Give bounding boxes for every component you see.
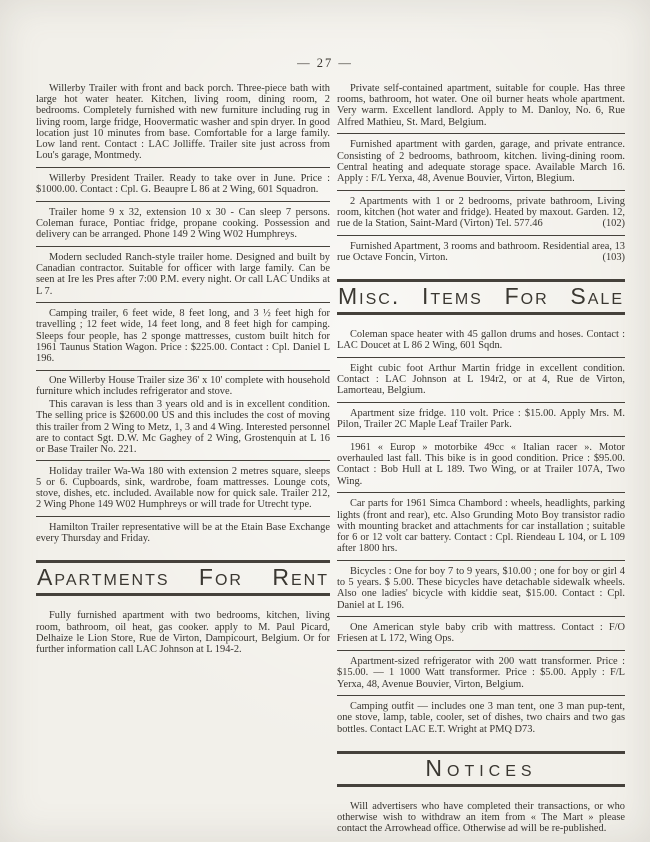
classified-ad-baby-crib: One American style baby crib with mattress. Contact : F/O Friesen at L 172, Wing Ops. <box>337 622 625 645</box>
right-column <box>337 81 625 836</box>
section-heading-label: Misc. Items For Sale <box>338 283 624 310</box>
classified-ad-furnished-apartment-3-rooms <box>337 239 625 265</box>
ad-divider <box>337 436 625 437</box>
classified-ad-willerby-house-trailer <box>36 374 330 456</box>
ad-divider <box>36 516 330 517</box>
classified-ad-europ-motorbike: 1961 « Europ » motorbike 49cc « Italian racer ». Motor overhauled last fall. This bike is in good condition. Price : $95.00. Contact : Bob Hull at L 189. Two Wing, or at Trailer 107A, Two Wing. <box>337 442 625 487</box>
classified-ad-camping-trailer: Camping trailer, 6 feet wide, 8 feet long, and 3 ½ feet high for travelling ; 12 feet wide, 14 feet long, and 8 feet high for camping. Sleeps four people, has 2 sponge mattresses, custom built hitch for 1961 Taunus Station Wagon. Price : $225.00. Contact : Cpl. Daniel L 196. <box>36 308 330 365</box>
ad-divider <box>337 616 625 617</box>
classified-ad-coleman-heater: Coleman space heater with 45 gallon drums and hoses. Contact : LAC Doucet at L 86 2 Wing, 601 Sqdn. <box>337 329 625 352</box>
ad-text: Furnished Apartment, 3 rooms and bathroom. Residential area, 13 rue Octave Foncin, Virton. <box>337 240 625 263</box>
classified-ad-trailer-home: Trailer home 9 x 32, extension 10 x 30 - Can sleep 7 persons. Coleman furace, Pontiac fridge, propane cooking. Possession and delivery can be arranged. Phone 149 2 Wing W02 Humphreys. <box>36 206 330 241</box>
ad-divider <box>337 695 625 696</box>
ad-divider <box>36 460 330 461</box>
ad-text: 2 Apartments with 1 or 2 bedrooms, private bathroom, Living room, kitchen (hot water and fridge). Heated by maxout. Garden. 12, rue de la Station, Saint-Mard (Virton) Tel. 577.46 <box>337 195 625 230</box>
ad-paragraph: One Willerby House Trailer size 36' x 10' complete with household furniture which includes refrigerator and stove. <box>36 374 330 397</box>
classified-ad-bicycles: Bicycles : One for boy 7 to 9 years, $10.00 ; one for boy or girl 4 to 5 years. $ 5.00. These bicycles have detachable sidewalk wheels. Also one ladies' bicycle with kiddie seat, $15.00. Contact : Cpl. Daniel at L 196. <box>337 565 625 611</box>
ad-divider <box>36 370 330 371</box>
ad-divider <box>36 246 330 247</box>
ad-divider <box>36 302 330 303</box>
ad-divider <box>36 201 330 202</box>
ad-divider <box>337 235 625 236</box>
ad-divider <box>337 560 625 561</box>
classified-ad-private-apartment: Private self-contained apartment, suitable for couple. Has three rooms, bathroom, hot water. One oil burner heats whole apartment. Very warm. Excellent landlord. Apply to M. Danloy, No. 6, Rue Alfred Mathieu, St. Mard, Belgium. <box>337 83 625 128</box>
classified-ad-fully-furnished-apartment: Fully furnished apartment with two bedrooms, kitchen, living room, bathroom, oil heat, gas cooker. apply to M. Paul Picard, Delhaize le Lion Store, Rue de Virton, Dampicourt, Belgium. Or for further information call LAC Johnson at L 194-2. <box>36 610 330 656</box>
classified-ad-hamilton-trailer: Hamilton Trailer representative will be at the Etain Base Exchange every Thursday and Friday. <box>36 522 330 545</box>
ad-divider <box>337 190 625 191</box>
ad-divider <box>337 402 625 403</box>
classified-ad-camping-outfit: Camping outfit — includes one 3 man tent, one 3 man pup-tent, one stove, lamp, table, cooler, set of dishes, two chairs and two gas bottles. Contact LAC E.T. Wright at PMQ D73. <box>337 701 625 735</box>
section-heading-apartments-for-rent <box>36 560 330 596</box>
classified-ad-simca-car-parts: Car parts for 1961 Simca Chambord : wheels, headlights, parking lights (front and rear), etc. Also Grunding Moto Boy transistor radio with mounting bracket and attachments for car installation ; suitable for 6 or 12 volt car battery. Contact : Cpl. Riendeau L 104, or L 109 after 1800 hrs. <box>337 498 625 555</box>
section-heading-label: Notices <box>425 754 537 781</box>
section-heading-label: Apartments For Rent <box>37 564 329 591</box>
ad-divider <box>337 357 625 358</box>
section-heading-notices <box>337 751 625 787</box>
classified-ad-2-apartments <box>337 194 625 232</box>
ad-divider <box>36 167 330 168</box>
section-heading-misc-items-for-sale <box>337 279 625 315</box>
classified-ad-apartment-fridge: Apartment size fridge. 110 volt. Price : $15.00. Apply Mrs. M. Pilon, Trailer 2C Maple Leaf Trailer Park. <box>337 408 625 431</box>
classified-ad-furnished-apartment-garden: Furnished apartment with garden, garage, and private entrance. Consisting of 2 bedrooms, bathroom, kitchen. living-dining room. Central heating and adequate storage space. Available March 16. Apply : F/L Yerxa, 48, Avenue Bouvier, Virton, Blegium. <box>337 139 625 184</box>
left-column <box>36 81 330 657</box>
classified-ad-willerby-trailer: Willerby Trailer with front and back porch. Three-piece bath with large hot water heater. Kitchen, living room, dining room, 2 bedrooms. Completely furnished with new furniture including rug in living room, large fridge, Hoovermatic washer and spin dryer. In good location just 10 minutes from base. Comfortable for a large family. Low land rent. Contact : LAC Jolliffe. Trailer site just across from Lou's garage, Montmedy. <box>36 83 330 162</box>
classified-ad-holiday-trailer: Holiday trailer Wa-Wa 180 with extension 2 metres square, sleeps 5 or 6. Cupboards, sink, wardrobe, foam mattresses. Lounge cots, stove, dishes, etc. included. Available now for quick sale. Trailer 212, 2 Wing Phone 149 W02 Humphreys or will trade for Utrecht type. <box>36 465 330 511</box>
ad-reference-number: (102) <box>602 218 625 230</box>
ad-divider <box>337 492 625 493</box>
classified-ad-arthur-martin-fridge: Eight cubic foot Arthur Martin fridge in excellent condition. Contact : LAC Johnson at L 194r2, or at 4, Rue de Virton, Lamorteau, Belgium. <box>337 363 625 397</box>
classified-ad-refrigerator-transformer: Apartment-sized refrigerator with 200 watt transformer. Price : $15.00. — 1 1000 Watt transformer. Price : $5.00. Apply : F/L Yerxa, 48, Avenue Bouvier, Virton, Belgium. <box>337 656 625 690</box>
ad-reference-number: (103) <box>602 251 625 263</box>
classified-ad-willerby-president: Willerby President Trailer. Ready to take over in June. Price : $1000.00. Contact : Cpl. G. Beaupre L 86 at 2 Wing, 601 Squadron. <box>36 172 330 196</box>
two-column-layout <box>0 71 650 836</box>
notice-withdraw-ads: Will advertisers who have completed their transactions, or who otherwise wish to withdraw an item from « The Mart » please contact the Arrowhead office. Otherwise ad will be re-published. <box>337 800 625 835</box>
ad-divider <box>337 650 625 651</box>
ad-divider <box>337 133 625 134</box>
page-number: — 27 — <box>297 56 353 70</box>
ad-paragraph: This caravan is less than 3 years old and is in excellent condition. The selling price is $2600.00 US and this includes the cost of moving this trailer from 2 Wing to Metz, 1, 3 and 4 Wing. Interested personnel are to contact Sgt. D.W. Mc Gaghey of 2 Wing, Grostenquin at L 16 or Base Trailer No. 221. <box>36 399 330 455</box>
classified-ad-ranch-style-trailer: Modern secluded Ranch-style trailer home. Designed and built by Canadian contractor. Suitable for officer with large family. Can be seen at Ire les Pres after 7:00 P.M. every night. Or call LAC Undiks at L 7. <box>36 251 330 297</box>
